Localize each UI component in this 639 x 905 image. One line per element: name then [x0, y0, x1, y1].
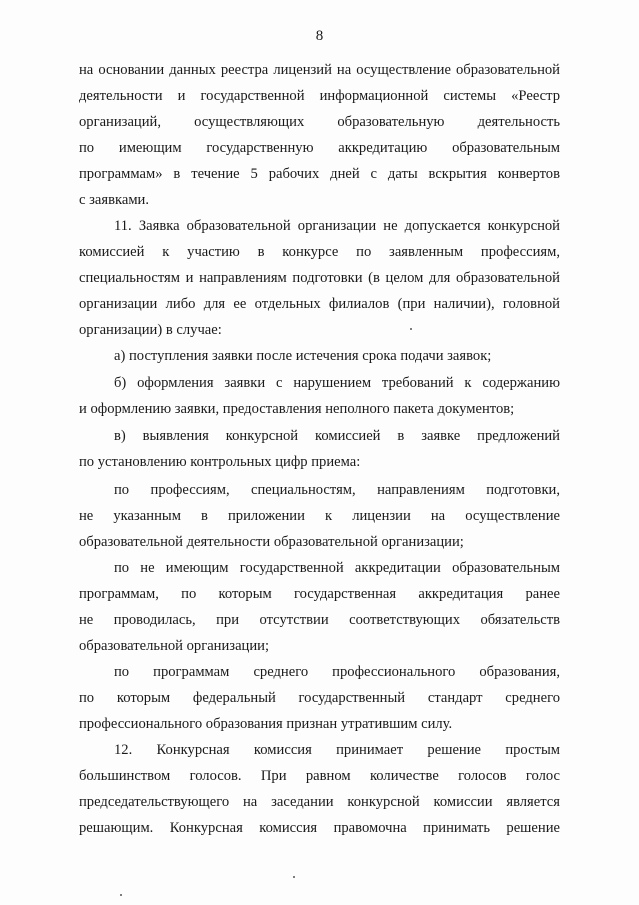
text-line-29: председательствующего на заседании конкурсной комиссии является — [79, 794, 560, 810]
text-line-6: с заявками. — [79, 192, 150, 208]
text-line-16: по установлению контрольных цифр приема: — [79, 454, 361, 470]
text-line-7: 11. Заявка образовательной организации не допускается конкурсной — [114, 218, 560, 234]
text-line-20: по не имеющим государственной аккредитации образовательным — [114, 560, 560, 576]
text-line-8: комиссией к участию в конкурсе по заявленным профессиям, — [79, 244, 560, 260]
text-line-19: образовательной деятельности образовательной организации; — [79, 534, 464, 550]
text-line-24: по программам среднего профессионального образования, — [114, 664, 560, 680]
text-line-4: по имеющим государственную аккредитацию образовательным — [79, 140, 560, 156]
text-line-28: большинством голосов. При равном количестве голосов голос — [79, 768, 560, 784]
scan-speck — [120, 894, 122, 896]
text-line-2: деятельности и государственной информационной системы «Реестр — [79, 88, 560, 104]
scan-speck — [410, 328, 412, 330]
text-line-13: б) оформления заявки с нарушением требований к содержанию — [114, 375, 560, 391]
text-line-18: не указанным в приложении к лицензии на осуществление — [79, 508, 560, 524]
text-line-14: и оформлению заявки, предоставления неполного пакета документов; — [79, 401, 515, 417]
text-line-3: организаций, осуществляющих образовательную деятельность — [79, 114, 560, 130]
text-line-22: не проводилась, при отсутствии соответствующих обязательств — [79, 612, 560, 628]
text-line-1: на основании данных реестра лицензий на осуществление образовательной — [79, 62, 560, 78]
page-number: 8 — [315, 28, 324, 44]
text-line-25: по которым федеральный государственный стандарт среднего — [79, 690, 560, 706]
text-line-30: решающим. Конкурсная комиссия правомочна принимать решение — [79, 820, 560, 836]
text-line-23: образовательной организации; — [79, 638, 270, 654]
text-line-5: программам» в течение 5 рабочих дней с даты вскрытия конвертов — [79, 166, 560, 182]
text-line-10: организации либо для ее отдельных филиалов (при наличии), головной — [79, 296, 560, 312]
text-line-27: 12. Конкурсная комиссия принимает решение простым — [114, 742, 560, 758]
text-line-12: а) поступления заявки после истечения срока подачи заявок; — [114, 348, 492, 364]
text-line-17: по профессиям, специальностям, направлениям подготовки, — [114, 482, 560, 498]
scan-speck — [293, 876, 295, 878]
text-line-11: организации) в случае: — [79, 322, 222, 338]
text-line-26: профессионального образования признан утратившим силу. — [79, 716, 453, 732]
text-line-21: программам, по которым государственная аккредитация ранее — [79, 586, 560, 602]
text-line-9: специальностям и направлениям подготовки (в целом для образовательной — [79, 270, 560, 286]
text-line-15: в) выявления конкурсной комиссией в заявке предложений — [114, 428, 560, 444]
